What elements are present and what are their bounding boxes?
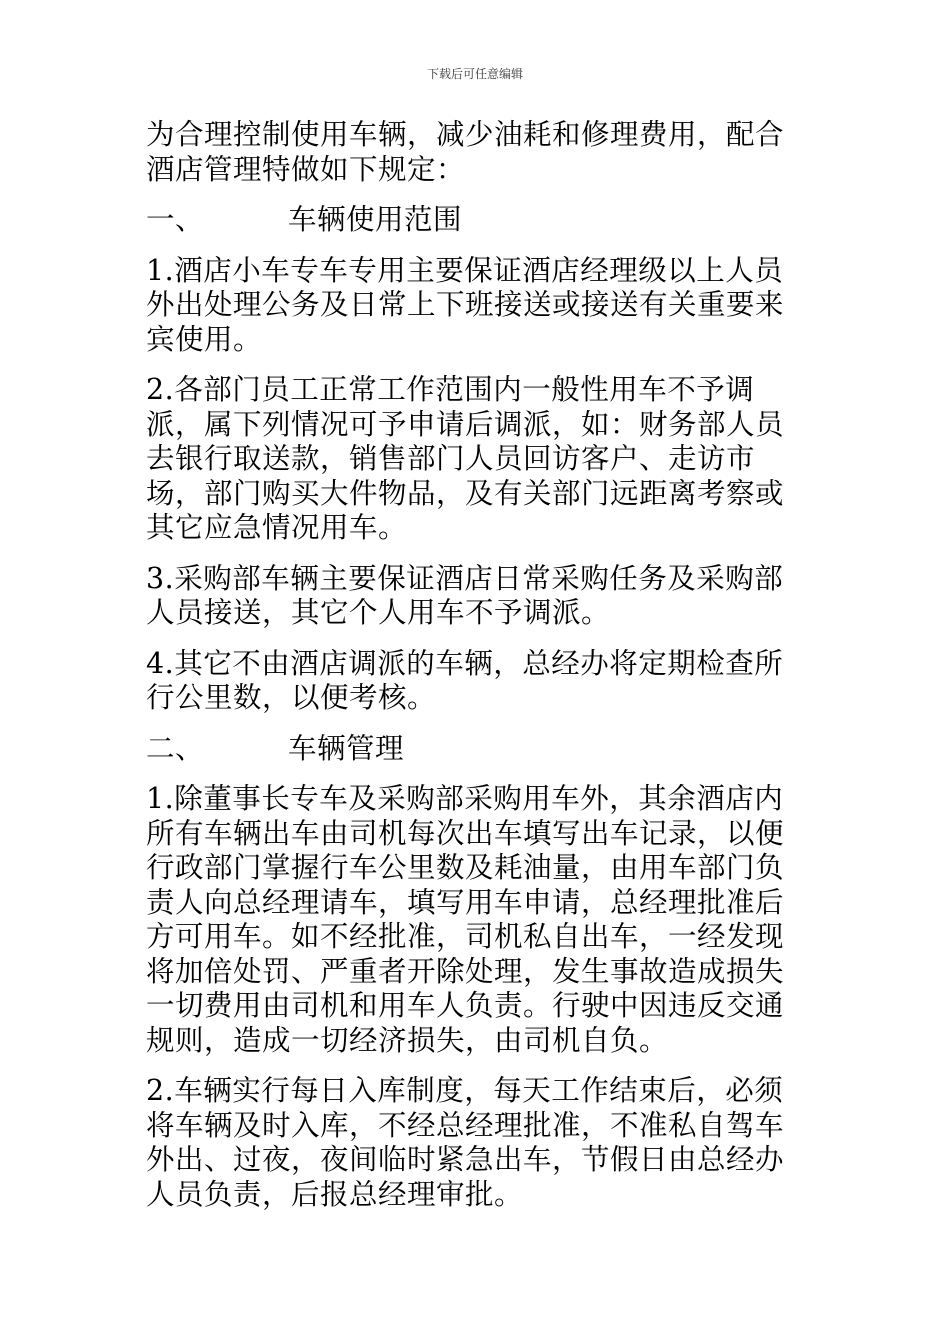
section-1-item-4: 4.其它不由酒店调派的车辆，总经办将定期检查所行公里数，以便考核。: [146, 646, 784, 714]
section-2-heading: [146, 732, 811, 767]
intro-paragraph: 为合理控制使用车辆，减少油耗和修理费用，配合酒店管理特做如下规定：: [146, 118, 785, 186]
header-note: 下载后可任意编辑: [426, 67, 523, 81]
section-2-number: 二、: [146, 731, 205, 765]
section-1-title: 车辆使用范围: [288, 203, 463, 236]
section-2-title: 车辆管理: [288, 731, 405, 765]
section-1-item-2: 2.各部门员工正常工作范围内一般性用车不予调派，属下列情况可予申请后调派，如：财务部人员去银行取送款，销售部门人员回访客户、走访市场，部门购买大件物品，及有关部门远距离考察或其它应急情况用车。: [146, 373, 785, 544]
section-1-item-1: 1.酒店小车专车专用主要保证酒店经理级以上人员外出处理公务及日常上下班接送或接送有关重要来宾使用。: [146, 253, 785, 356]
section-2-item-1: 1.除董事长专车及采购部采购用车外，其余酒店内所有车辆出车由司机每次出车填写出车记录，以便行政部门掌握行车公里数及耗油量，由用车部门负责人向总经理请车，填写用车申请，总经理批准后方可用车。如不经批准，司机私自出车，一经发现将加倍处罚、严重者开除处理，发生事故造成损失一切费用由司机和用车人负责。行驶中因违反交通规则，造成一切经济损失，由司机自负。: [146, 782, 785, 1057]
section-2-item-2: 2.车辆实行每日入库制度，每天工作结束后，必须将车辆及时入库，不经总经理批准，不准私自驾车外出、过夜，夜间临时紧急出车，节假日由总经办人员负责，后报总经理审批。: [146, 1074, 785, 1211]
section-1-number: 一、: [146, 203, 205, 236]
section-1-heading: [146, 203, 811, 238]
document-body: [146, 118, 811, 1228]
section-1-item-3: 3.采购部车辆主要保证酒店日常采购任务及采购部人员接送，其它个人用车不予调派。: [146, 561, 784, 629]
